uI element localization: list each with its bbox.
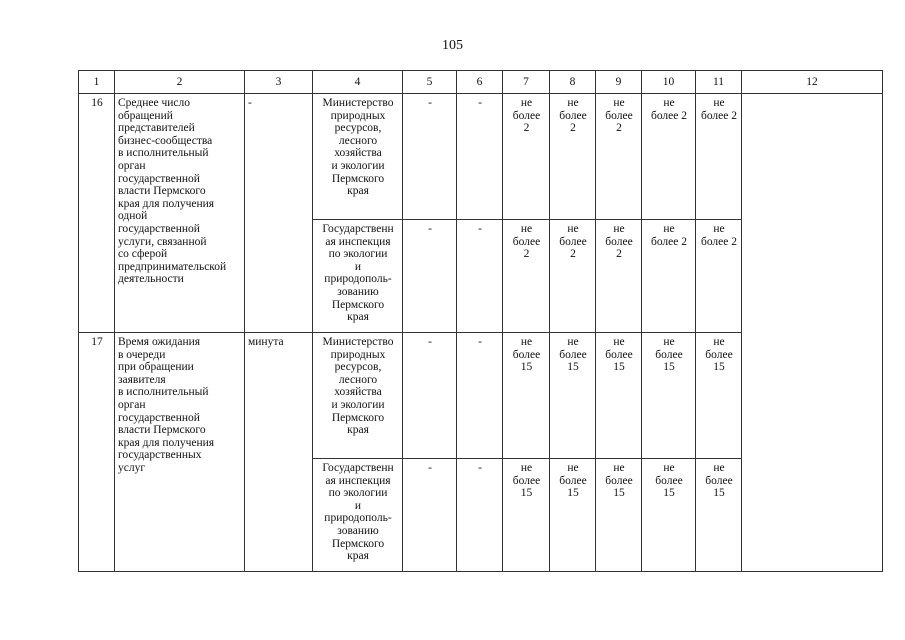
value-col-10-text: не более 15 bbox=[655, 336, 683, 374]
value-col-9 bbox=[596, 459, 642, 572]
value-col-5: - bbox=[403, 459, 457, 572]
value-col-7 bbox=[503, 220, 550, 333]
indicator-name-text: Время ожидания в очереди при обращении заявителя в исполнительный орган государственной власти Пермского края для получения государственных услуг bbox=[118, 336, 215, 474]
value-col-6: - bbox=[457, 333, 503, 459]
value-col-7 bbox=[503, 459, 550, 572]
unit-of-measure: минута bbox=[245, 333, 313, 572]
value-col-5: - bbox=[403, 220, 457, 333]
value-col-9-text: не более 2 bbox=[605, 223, 633, 261]
header-cell-3: 3 bbox=[245, 71, 313, 94]
header-cell-10: 10 bbox=[642, 71, 696, 94]
value-col-8-text: не более 15 bbox=[559, 336, 587, 374]
value-col-10-text: не более 2 bbox=[650, 223, 688, 248]
value-col-6: - bbox=[457, 94, 503, 220]
value-col-7 bbox=[503, 94, 550, 220]
value-col-9 bbox=[596, 333, 642, 459]
row-number: 17 bbox=[79, 333, 115, 572]
page-number: 105 bbox=[442, 38, 463, 53]
value-col-10-text: не более 15 bbox=[655, 462, 683, 500]
value-col-9 bbox=[596, 220, 642, 333]
value-col-8 bbox=[550, 459, 596, 572]
agency-name bbox=[313, 459, 403, 572]
value-col-10-text: не более 2 bbox=[650, 97, 688, 122]
header-cell-8: 8 bbox=[550, 71, 596, 94]
header-cell-6: 6 bbox=[457, 71, 503, 94]
value-col-10 bbox=[642, 333, 696, 459]
header-cell-5: 5 bbox=[403, 71, 457, 94]
value-col-10 bbox=[642, 220, 696, 333]
table-header-row bbox=[79, 71, 883, 94]
value-col-8 bbox=[550, 333, 596, 459]
value-col-10 bbox=[642, 459, 696, 572]
value-col-7-text: не более 15 bbox=[512, 336, 541, 374]
value-col-6: - bbox=[457, 459, 503, 572]
indicator-table bbox=[78, 70, 883, 572]
value-col-8 bbox=[550, 94, 596, 220]
value-col-10 bbox=[642, 94, 696, 220]
value-col-5: - bbox=[403, 94, 457, 220]
value-col-11-text: не более 15 bbox=[705, 462, 733, 500]
indicator-name-text: Среднее число обращений представителей бизнес-сообщества в исполнительный орган государственной власти Пермского края для получения одной государственной услуги, связанной со сферой предпринимательской деятельности bbox=[118, 97, 227, 286]
value-col-11-text: не более 15 bbox=[705, 336, 733, 374]
value-col-11 bbox=[696, 94, 742, 220]
value-col-6: - bbox=[457, 220, 503, 333]
header-cell-4: 4 bbox=[313, 71, 403, 94]
value-col-7-text: не более 2 bbox=[512, 97, 541, 135]
value-col-9 bbox=[596, 94, 642, 220]
indicator-name bbox=[115, 333, 245, 572]
header-cell-12: 12 bbox=[742, 71, 883, 94]
header-cell-1: 1 bbox=[79, 71, 115, 94]
value-col-7-text: не более 2 bbox=[512, 223, 541, 261]
value-col-5: - bbox=[403, 333, 457, 459]
value-col-11-text: не более 2 bbox=[700, 223, 738, 248]
value-col-8 bbox=[550, 220, 596, 333]
agency-name-text: Государственн ая инспекция по экологии и природополь- зованию Пермского края bbox=[322, 223, 394, 324]
header-cell-2: 2 bbox=[115, 71, 245, 94]
value-col-8-text: не более 2 bbox=[559, 97, 587, 135]
agency-name bbox=[313, 333, 403, 459]
value-col-11 bbox=[696, 333, 742, 459]
agency-name-text: Государственн ая инспекция по экологии и природополь- зованию Пермского края bbox=[322, 462, 394, 563]
table-row bbox=[79, 94, 883, 220]
value-col-11 bbox=[696, 220, 742, 333]
value-col-9-text: не более 15 bbox=[605, 336, 633, 374]
agency-name bbox=[313, 220, 403, 333]
agency-name-text: Министерство природных ресурсов, лесного хозяйства и экологии Пермского края bbox=[322, 336, 394, 437]
header-cell-11: 11 bbox=[696, 71, 742, 94]
value-col-9-text: не более 15 bbox=[605, 462, 633, 500]
header-cell-7: 7 bbox=[503, 71, 550, 94]
value-col-7 bbox=[503, 333, 550, 459]
value-col-11-text: не более 2 bbox=[700, 97, 738, 122]
column-12-cell bbox=[742, 94, 883, 572]
header-cell-9: 9 bbox=[596, 71, 642, 94]
value-col-11 bbox=[696, 459, 742, 572]
unit-of-measure: - bbox=[245, 94, 313, 333]
agency-name bbox=[313, 94, 403, 220]
value-col-8-text: не более 15 bbox=[559, 462, 587, 500]
indicator-name bbox=[115, 94, 245, 333]
value-col-7-text: не более 15 bbox=[512, 462, 541, 500]
row-number: 16 bbox=[79, 94, 115, 333]
agency-name-text: Министерство природных ресурсов, лесного хозяйства и экологии Пермского края bbox=[322, 97, 394, 198]
value-col-9-text: не более 2 bbox=[605, 97, 633, 135]
value-col-8-text: не более 2 bbox=[559, 223, 587, 261]
